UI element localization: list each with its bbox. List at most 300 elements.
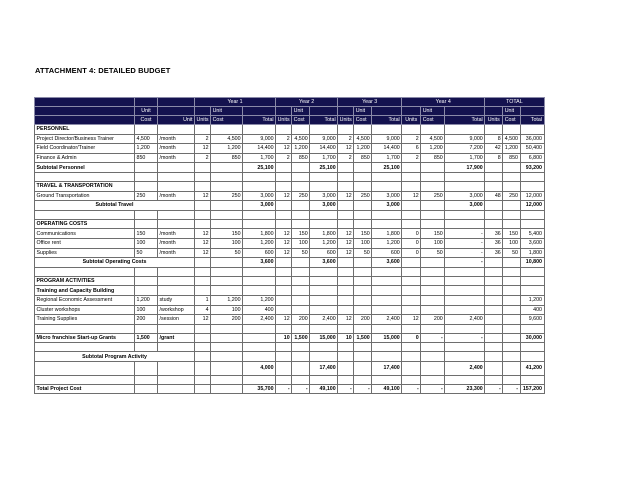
empty-cell: [338, 361, 354, 375]
line-item-value: study: [158, 295, 195, 305]
line-item-value: 15,000: [372, 333, 402, 343]
line-item-value: 1,200: [520, 295, 544, 305]
line-item-value: [243, 333, 276, 343]
empty-cell: [211, 276, 243, 286]
empty-cell: [195, 181, 211, 191]
grand-total-value: [158, 384, 195, 394]
grand-total-value: [135, 384, 158, 394]
empty-cell: [503, 276, 520, 286]
empty-cell: [292, 352, 310, 362]
unit-cost-header: Cost: [354, 116, 372, 125]
empty-cell: [520, 286, 544, 296]
empty-cell: [243, 324, 276, 333]
empty-cell: [485, 286, 503, 296]
grand-total-value: -: [421, 384, 445, 394]
empty-cell: [158, 125, 195, 135]
empty-cell: [354, 181, 372, 191]
empty-cell: [276, 210, 292, 219]
empty-cell: [310, 219, 338, 229]
line-item-value: [503, 315, 520, 325]
empty-cell: [338, 125, 354, 135]
empty-cell: [485, 125, 503, 135]
line-item-value: 0: [402, 238, 421, 248]
line-item-value: [485, 315, 503, 325]
empty-cell: [243, 267, 276, 276]
line-item-value: 400: [520, 305, 544, 315]
empty-cell: [445, 267, 485, 276]
line-item-value: 12: [276, 229, 292, 239]
line-item-value: 30,000: [520, 333, 544, 343]
line-item-value: 12: [402, 191, 421, 201]
line-item-value: 0: [402, 248, 421, 258]
line-item-value: 4: [195, 305, 211, 315]
empty-cell: [520, 210, 544, 219]
line-item-value: 2: [195, 153, 211, 163]
units-header: Units: [196, 117, 209, 123]
empty-cell: [354, 375, 372, 384]
empty-cell: [503, 286, 520, 296]
empty-cell: [503, 324, 520, 333]
empty-cell: [421, 181, 445, 191]
line-item-value: 250: [135, 191, 158, 201]
line-item-value: 200: [135, 315, 158, 325]
subtotal-value: 17,400: [310, 361, 338, 375]
unit-header: Unit: [158, 116, 195, 125]
line-item-value: 12: [338, 248, 354, 258]
empty-cell: [520, 375, 544, 384]
line-item-value: [310, 295, 338, 305]
line-item-value: 150: [503, 229, 520, 239]
empty-cell: [485, 324, 503, 333]
empty-cell: [485, 375, 503, 384]
empty-cell: [421, 172, 445, 181]
empty-cell: [421, 361, 445, 375]
grand-total-row: [35, 384, 545, 394]
line-item-value: 1,500: [135, 333, 158, 343]
empty-cell: [354, 267, 372, 276]
empty-cell: [211, 258, 243, 268]
empty-cell: [195, 163, 211, 173]
empty-cell: [292, 267, 310, 276]
header-cell: [372, 107, 402, 116]
section-heading: TRAVEL & TRANSPORTATION: [35, 181, 135, 191]
grand-total-value: -: [402, 384, 421, 394]
header-cell: [195, 107, 211, 116]
empty-cell: [520, 172, 544, 181]
empty-cell: [195, 210, 211, 219]
line-item-value: 1,200: [354, 144, 372, 154]
line-item-value: 1,800: [520, 248, 544, 258]
empty-cell: [292, 210, 310, 219]
empty-cell: [135, 286, 158, 296]
grand-total-value: -: [485, 384, 503, 394]
empty-cell: [372, 286, 402, 296]
empty-cell: [445, 375, 485, 384]
empty-cell: [158, 172, 195, 181]
line-item-value: 10: [276, 333, 292, 343]
empty-cell: [338, 258, 354, 268]
empty-cell: [135, 324, 158, 333]
subtotal-row: [35, 201, 545, 211]
empty-cell: [402, 276, 421, 286]
subtotal-row: [35, 258, 545, 268]
empty-cell: [354, 361, 372, 375]
subtotal-value: 17,400: [372, 361, 402, 375]
empty-cell: [158, 324, 195, 333]
subtotal-label: Subtotal Travel: [35, 201, 195, 211]
empty-cell: [485, 219, 503, 229]
subtotal-value: -: [445, 258, 485, 268]
empty-cell: [421, 210, 445, 219]
line-item-value: 4,500: [211, 134, 243, 144]
line-item-value: 200: [354, 315, 372, 325]
grand-total-value: 157,200: [520, 384, 544, 394]
empty-cell: [372, 210, 402, 219]
line-item-value: 250: [354, 191, 372, 201]
empty-cell: [243, 210, 276, 219]
empty-cell: [292, 361, 310, 375]
line-item-value: /grant: [158, 333, 195, 343]
line-item-value: [354, 305, 372, 315]
line-item-value: 12: [195, 191, 211, 201]
line-item-value: 100: [135, 238, 158, 248]
units-header: Units: [339, 117, 352, 123]
empty-cell: [158, 163, 195, 173]
line-item-value: 850: [211, 153, 243, 163]
line-item-value: [276, 305, 292, 315]
empty-cell: [372, 181, 402, 191]
line-item-value: 100: [421, 238, 445, 248]
subtotal-row: [35, 361, 545, 375]
unit-cost-header: Unit: [292, 107, 310, 116]
empty-cell: [243, 125, 276, 135]
empty-cell: [520, 343, 544, 352]
line-item-value: 9,000: [310, 134, 338, 144]
header-cell: [158, 98, 195, 107]
empty-cell: [372, 352, 402, 362]
line-item-value: [338, 305, 354, 315]
empty-cell: [135, 172, 158, 181]
header-cell: [35, 98, 135, 107]
empty-cell: [402, 375, 421, 384]
line-item-row: [35, 238, 545, 248]
line-item-value: 2,400: [372, 315, 402, 325]
empty-cell: [243, 181, 276, 191]
subtotal-value: 17,900: [445, 163, 485, 173]
line-item-value: 1,200: [421, 144, 445, 154]
header-cell: [35, 116, 135, 125]
empty-cell: [310, 267, 338, 276]
year-header: Year 4: [402, 98, 485, 107]
empty-cell: [211, 125, 243, 135]
line-item-value: [292, 305, 310, 315]
header-cell: [310, 107, 338, 116]
empty-cell: [211, 172, 243, 181]
line-item-value: 50: [292, 248, 310, 258]
unit-cost-header: Cost: [292, 116, 310, 125]
line-item-value: 36,000: [520, 134, 544, 144]
empty-cell: [354, 125, 372, 135]
section-heading: PROGRAM ACTIVITIES: [35, 276, 135, 286]
empty-cell: [338, 267, 354, 276]
line-item-value: 4,500: [421, 134, 445, 144]
line-item-value: 250: [421, 191, 445, 201]
line-item-value: [503, 305, 520, 315]
line-item-value: /month: [158, 153, 195, 163]
line-item-value: 2: [402, 153, 421, 163]
line-item-value: 200: [421, 315, 445, 325]
empty-cell: [158, 375, 195, 384]
line-item-value: 250: [211, 191, 243, 201]
empty-cell: [485, 276, 503, 286]
line-item-label: Communications: [35, 229, 135, 239]
section-heading-row: [35, 219, 545, 229]
line-item-value: 850: [421, 153, 445, 163]
line-item-value: 4,500: [292, 134, 310, 144]
empty-cell: [158, 276, 195, 286]
line-item-value: 14,400: [310, 144, 338, 154]
line-item-label: Project Director/Business Trainer: [35, 134, 135, 144]
line-item-value: 3,000: [243, 191, 276, 201]
line-item-row: [35, 248, 545, 258]
empty-cell: [292, 163, 310, 173]
spacer-row: [35, 343, 545, 352]
empty-cell: [35, 361, 135, 375]
line-item-value: 1,200: [292, 144, 310, 154]
line-item-value: [421, 305, 445, 315]
empty-cell: [243, 276, 276, 286]
empty-cell: [421, 286, 445, 296]
line-item-value: 2: [276, 153, 292, 163]
line-item-value: [421, 295, 445, 305]
line-item-value: 2,400: [445, 315, 485, 325]
subtotal-value: 93,200: [520, 163, 544, 173]
empty-cell: [445, 343, 485, 352]
line-item-value: 0: [402, 229, 421, 239]
line-item-value: /session: [158, 315, 195, 325]
budget-table: [34, 97, 545, 394]
empty-cell: [372, 276, 402, 286]
subtotal-label-row: [35, 352, 545, 362]
empty-cell: [402, 201, 421, 211]
subtotal-value: 3,000: [310, 201, 338, 211]
empty-cell: [338, 163, 354, 173]
subtotal-value: 25,100: [243, 163, 276, 173]
empty-cell: [421, 258, 445, 268]
line-item-value: 12: [276, 238, 292, 248]
line-item-value: 9,000: [372, 134, 402, 144]
empty-cell: [354, 324, 372, 333]
unit-cost-header: Cost: [211, 116, 243, 125]
empty-cell: [211, 267, 243, 276]
header-unit-row: [35, 107, 545, 116]
units-header: Units: [402, 116, 421, 125]
line-item-value: 100: [211, 238, 243, 248]
year-header: Year 3: [338, 98, 402, 107]
empty-cell: [485, 352, 503, 362]
line-item-value: 12: [276, 248, 292, 258]
empty-cell: [402, 172, 421, 181]
header-cell: [158, 107, 195, 116]
line-item-value: -: [421, 333, 445, 343]
empty-cell: [135, 210, 158, 219]
empty-cell: [292, 258, 310, 268]
line-item-value: 850: [292, 153, 310, 163]
empty-cell: [135, 125, 158, 135]
subtotal-value: 3,000: [243, 201, 276, 211]
line-item-value: [338, 295, 354, 305]
empty-cell: [338, 375, 354, 384]
unit-cost-header: Unit: [421, 107, 445, 116]
empty-cell: [310, 172, 338, 181]
empty-cell: [421, 343, 445, 352]
empty-cell: [503, 163, 520, 173]
subtotal-value: 12,000: [520, 201, 544, 211]
year-header: TOTAL: [485, 98, 544, 107]
line-item-value: 1,200: [211, 295, 243, 305]
empty-cell: [372, 172, 402, 181]
line-item-value: [402, 295, 421, 305]
header-cell: [445, 107, 485, 116]
subtotal-value: 3,600: [243, 258, 276, 268]
empty-cell: [243, 343, 276, 352]
empty-cell: [276, 276, 292, 286]
line-item-value: 12: [276, 191, 292, 201]
total-header: Total: [310, 116, 338, 125]
empty-cell: [310, 181, 338, 191]
empty-cell: [292, 181, 310, 191]
section-heading: PERSONNEL: [35, 125, 135, 135]
empty-cell: [310, 210, 338, 219]
empty-cell: [503, 172, 520, 181]
unit-cost-header: Cost: [421, 116, 445, 125]
empty-cell: [195, 343, 211, 352]
empty-cell: [445, 219, 485, 229]
line-item-value: [445, 305, 485, 315]
spacer-row: [35, 267, 545, 276]
empty-cell: [503, 219, 520, 229]
header-cell: [243, 107, 276, 116]
empty-cell: [372, 375, 402, 384]
line-item-value: 42: [485, 144, 503, 154]
line-item-value: 12: [195, 238, 211, 248]
grand-total-value: -: [276, 384, 292, 394]
subtotal-value: 2,400: [445, 361, 485, 375]
empty-cell: [276, 286, 292, 296]
empty-cell: [520, 267, 544, 276]
empty-cell: [211, 286, 243, 296]
grand-total-value: [195, 384, 211, 394]
header-cell: [35, 107, 135, 116]
line-item-value: 1,200: [372, 238, 402, 248]
subtotal-row: [35, 163, 545, 173]
empty-cell: [354, 210, 372, 219]
empty-cell: [445, 172, 485, 181]
line-item-value: 150: [211, 229, 243, 239]
line-item-value: 3,600: [520, 238, 544, 248]
empty-cell: [195, 201, 211, 211]
line-item-value: [485, 333, 503, 343]
document-title: ATTACHMENT 4: DETAILED BUDGET: [35, 66, 171, 75]
line-item-value: 250: [503, 191, 520, 201]
line-item-value: [503, 295, 520, 305]
line-item-value: [310, 305, 338, 315]
line-item-value: -: [445, 248, 485, 258]
subtotal-label: Subtotal Personnel: [35, 163, 135, 173]
empty-cell: [503, 267, 520, 276]
line-item-value: [195, 333, 211, 343]
grand-total-value: -: [354, 384, 372, 394]
line-item-value: 50: [354, 248, 372, 258]
empty-cell: [276, 258, 292, 268]
empty-cell: [276, 219, 292, 229]
line-item-value: 36: [485, 229, 503, 239]
empty-cell: [292, 324, 310, 333]
empty-cell: [135, 219, 158, 229]
line-item-value: 850: [135, 153, 158, 163]
line-item-value: 250: [292, 191, 310, 201]
empty-cell: [310, 286, 338, 296]
header-years-row: [35, 98, 545, 107]
grand-total-value: 23,300: [445, 384, 485, 394]
empty-cell: [276, 172, 292, 181]
empty-cell: [485, 210, 503, 219]
empty-cell: [402, 343, 421, 352]
line-item-value: 1,700: [445, 153, 485, 163]
line-item-value: 0: [402, 333, 421, 343]
line-item-value: /month: [158, 191, 195, 201]
subtotal-value: 41,200: [520, 361, 544, 375]
empty-cell: [421, 352, 445, 362]
empty-cell: [158, 219, 195, 229]
empty-cell: [310, 375, 338, 384]
empty-cell: [338, 286, 354, 296]
line-item-value: [292, 295, 310, 305]
empty-cell: [338, 210, 354, 219]
line-item-value: [503, 333, 520, 343]
grand-total-value: -: [292, 384, 310, 394]
empty-cell: [276, 125, 292, 135]
empty-cell: [402, 125, 421, 135]
empty-cell: [485, 258, 503, 268]
empty-cell: [354, 201, 372, 211]
line-item-value: 7,200: [445, 144, 485, 154]
line-item-value: 150: [421, 229, 445, 239]
line-item-value: 100: [292, 238, 310, 248]
empty-cell: [445, 352, 485, 362]
empty-cell: [402, 258, 421, 268]
grand-total-value: -: [503, 384, 520, 394]
empty-cell: [135, 276, 158, 286]
empty-cell: [402, 286, 421, 296]
empty-cell: [520, 352, 544, 362]
line-item-row: [35, 134, 545, 144]
line-item-value: -: [445, 333, 485, 343]
line-item-value: 12: [195, 229, 211, 239]
empty-cell: [503, 125, 520, 135]
line-item-value: 9,000: [243, 134, 276, 144]
spacer-row: [35, 172, 545, 181]
empty-cell: [195, 276, 211, 286]
empty-cell: [445, 286, 485, 296]
empty-cell: [35, 343, 135, 352]
empty-cell: [276, 163, 292, 173]
empty-cell: [292, 172, 310, 181]
grants-row: [35, 333, 545, 343]
line-item-value: 12: [338, 315, 354, 325]
units-header: Units: [277, 117, 290, 123]
line-item-value: [372, 295, 402, 305]
